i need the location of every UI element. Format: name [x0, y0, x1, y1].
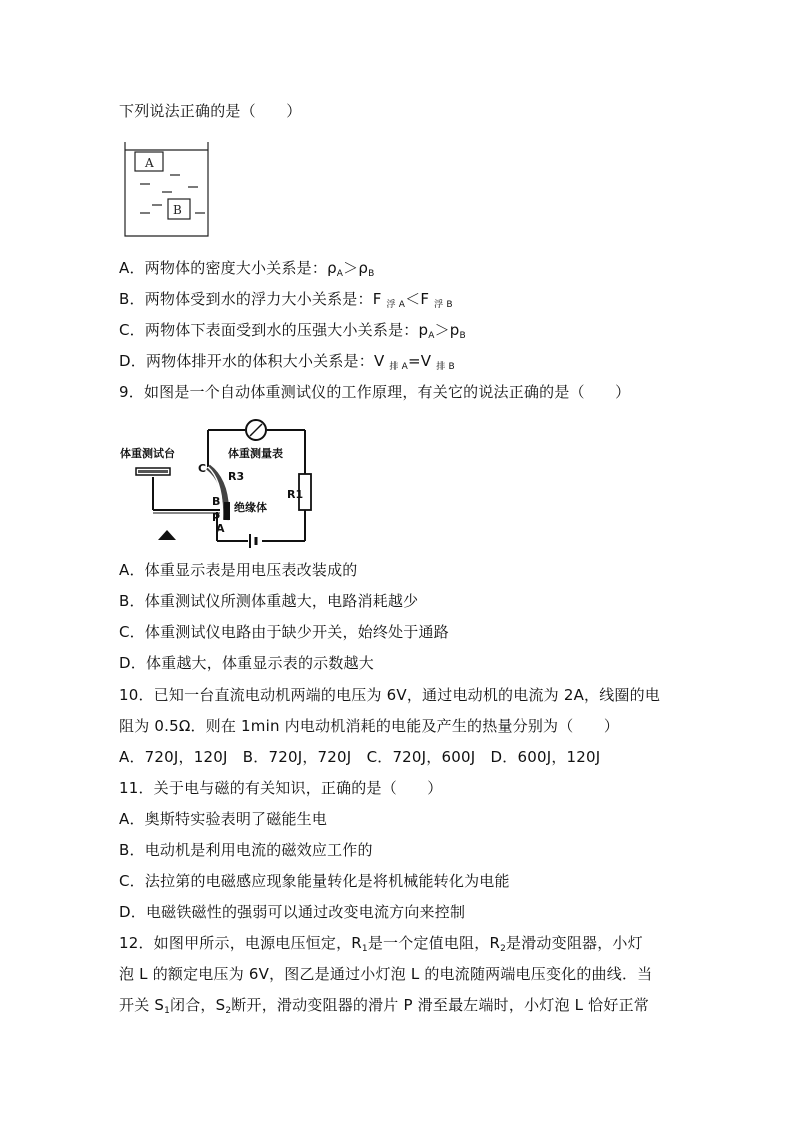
r1-label: R1 [287, 488, 304, 501]
q10-line1: 10．已知一台直流电动机两端的电压为 6V，通过电动机的电流为 2A，线圈的电 [119, 686, 661, 704]
q11-option-a: A．奥斯特实验表明了磁能生电 [119, 810, 328, 828]
q8-stem: 下列说法正确的是（ ） [119, 102, 302, 120]
q11-option-d: D．电磁铁磁性的强弱可以通过改变电流方向来控制 [119, 903, 466, 921]
q11-option-c: C．法拉第的电磁感应现象能量转化是将机械能转化为电能 [119, 872, 510, 890]
point-b-label: B [212, 495, 221, 508]
q11-option-b: B．电动机是利用电流的磁效应工作的 [119, 841, 373, 859]
block-b-label: B [173, 203, 182, 217]
q9-option-d: D．体重越大，体重显示表的示数越大 [119, 654, 374, 672]
point-c-label: C [198, 462, 207, 475]
q8-option-d: D．两物体排开水的体积大小关系是：V $_{排 A}$=V $_{排 B}$ [119, 352, 455, 372]
block-a-label: A [145, 156, 154, 170]
q9-option-a: A．体重显示表是用电压表改装成的 [119, 561, 358, 579]
q9-stem: 9．如图是一个自动体重测试仪的工作原理，有关它的说法正确的是（ ） [119, 383, 631, 401]
point-a-label: A [216, 522, 225, 535]
r3-label: R3 [228, 470, 245, 483]
q12-line1: 12．如图甲所示，电源电压恒定，$R_1$是一个定值电阻，$R_2$是滑动变阻器，小灯 [119, 934, 643, 954]
insulator-label: 绝缘体 [234, 501, 267, 514]
q12-line2: 泡 L 的额定电压为 6V，图乙是通过小灯泡 L 的电流随两端电压变化的曲线．当 [119, 965, 653, 983]
q10-options: A．720J，120J B．720J，720J C．720J，600J D．600J，120J [119, 748, 601, 766]
q12-line3: 开关 $S_1$闭合，$S_2$断开，滑动变阻器的滑片 P 滑至最左端时，小灯泡 L 恰好正常 [119, 996, 649, 1016]
q10-line2: 阻为 0.5Ω．则在 1min 内电动机消耗的电能及产生的热量分别为（ ） [119, 717, 620, 735]
q11-stem: 11．关于电与磁的有关知识，正确的是（ ） [119, 779, 443, 797]
q8-float-figure [120, 140, 212, 240]
slider-p-label: P [212, 511, 221, 524]
platform-label: 体重测试台 [120, 447, 175, 460]
q9-circuit-figure [120, 412, 320, 550]
q9-option-c: C．体重测试仪电路由于缺少开关，始终处于通路 [119, 623, 449, 641]
q9-option-b: B．体重测试仪所测体重越大，电路消耗越少 [119, 592, 419, 610]
q8-option-c: C．两物体下表面受到水的压强大小关系是：$p_A>p_B$ [119, 321, 466, 341]
meter-label: 体重测量表 [228, 447, 283, 460]
q8-option-b: B．两物体受到水的浮力大小关系是：F $_{浮 A}$＜F $_{浮 B}$ [119, 290, 453, 310]
q8-option-a: A．两物体的密度大小关系是：$\rho_A>\rho_B$ [119, 259, 375, 279]
